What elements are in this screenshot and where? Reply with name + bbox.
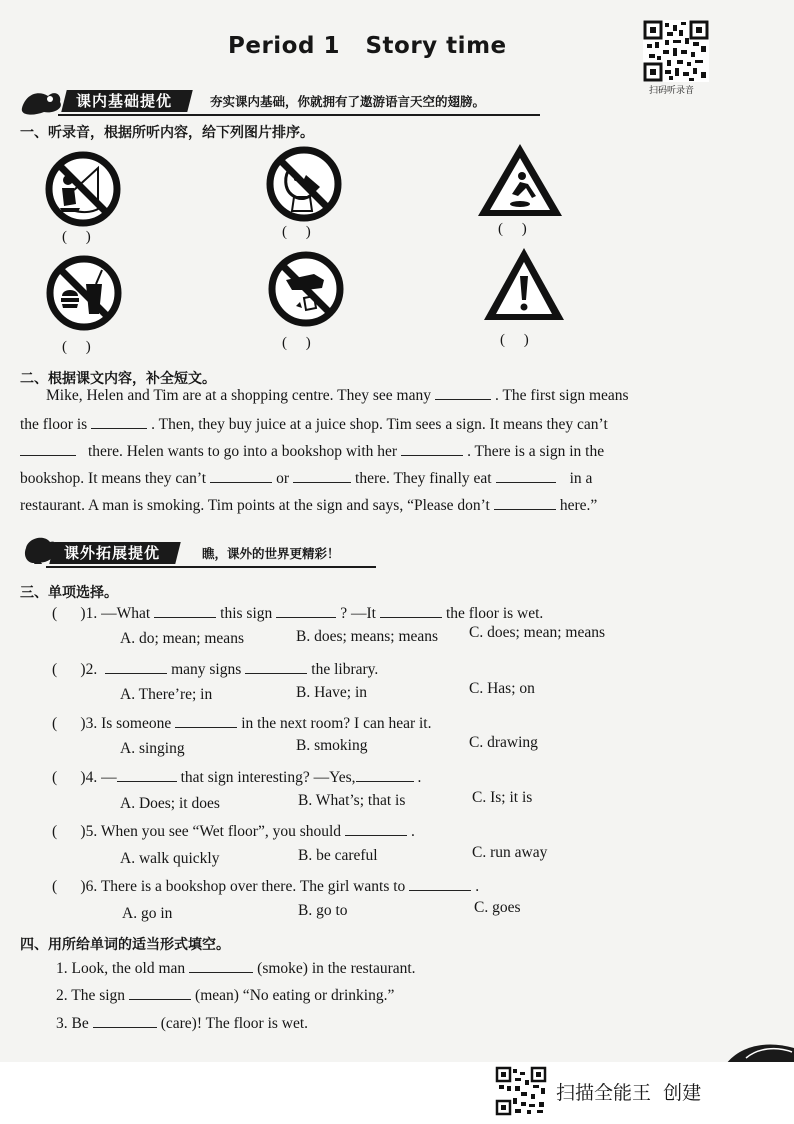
passage-text: . Then, they buy juice at a juice shop. Tim sees a sign. It means they can’t: [151, 416, 608, 433]
option-b[interactable]: B. What’s; that is: [298, 792, 406, 809]
answer-paren[interactable]: ( ): [282, 335, 311, 351]
option-c[interactable]: C. drawing: [469, 734, 538, 751]
fill-in-item: [56, 1013, 308, 1033]
question-row: [52, 767, 421, 787]
banner-note: 夯实课内基础，你就拥有了遨游语言天空的翅膀。: [210, 94, 486, 109]
answer-paren[interactable]: ( ): [52, 605, 86, 622]
banner-tag: 课内基础提优: [61, 90, 193, 112]
question-text: that sign interesting? —Yes,: [180, 769, 356, 786]
passage-text: or: [276, 470, 290, 487]
question-number: 2.: [85, 661, 98, 678]
no-fishing-sign-icon: [44, 150, 122, 228]
option-a[interactable]: A. There’re; in: [120, 686, 213, 703]
question-text: —: [101, 769, 117, 786]
section-banner-extension: [20, 540, 370, 568]
fill-in-item: [56, 958, 416, 978]
answer-paren[interactable]: ( ): [52, 878, 86, 895]
answer-paren[interactable]: ( ): [52, 715, 86, 732]
question-number: 6.: [85, 878, 98, 895]
no-eating-sign-icon: [44, 254, 124, 332]
qr-caption: 扫码听录音: [649, 86, 695, 96]
answer-paren[interactable]: ( ): [52, 769, 86, 786]
question-row: [52, 713, 431, 733]
passage-text: . There is a sign in the: [467, 443, 605, 460]
option-b[interactable]: B. Have; in: [296, 684, 368, 701]
fill-blank[interactable]: [20, 441, 76, 456]
question-text: Be: [71, 1015, 89, 1032]
question-number: 1.: [85, 605, 98, 622]
passage-text: bookshop. It means they can’t: [20, 470, 207, 487]
passage-text: restaurant. A man is smoking. Tim points at the sign and says, “Please don’t: [20, 497, 490, 514]
ink-splash-icon: [18, 86, 64, 116]
question-text: the floor is wet.: [446, 605, 544, 622]
question-row: [52, 876, 479, 896]
question-text: Is someone: [101, 715, 172, 732]
option-b[interactable]: B. smoking: [296, 737, 368, 754]
fill-blank[interactable]: [276, 603, 336, 618]
fill-blank[interactable]: [117, 767, 177, 782]
passage-text: here.”: [559, 497, 598, 514]
answer-paren[interactable]: ( ): [52, 661, 86, 678]
question-row: [52, 603, 543, 623]
scanner-qr-icon[interactable]: [495, 1066, 547, 1116]
fill-in-item: [56, 985, 394, 1005]
fill-blank[interactable]: [380, 603, 442, 618]
answer-paren[interactable]: ( ): [282, 224, 311, 240]
passage-text: the floor is: [20, 416, 88, 433]
section2-heading: 二、根据课文内容，补全短文。: [20, 371, 216, 387]
section4-heading: 四、用所给单词的适当形式填空。: [20, 937, 230, 953]
fill-blank[interactable]: [345, 821, 407, 836]
option-a[interactable]: A. do; mean; means: [120, 630, 244, 647]
passage-line: [20, 441, 604, 461]
fill-blank[interactable]: [293, 468, 351, 483]
answer-paren[interactable]: ( ): [498, 221, 527, 237]
fill-blank[interactable]: [93, 1013, 157, 1028]
fill-blank[interactable]: [409, 876, 471, 891]
banner-tag: 课外拓展提优: [49, 542, 181, 564]
question-text: ? —It: [340, 605, 376, 622]
passage-line: [46, 385, 629, 405]
fill-blank[interactable]: [129, 985, 191, 1000]
question-text: .: [417, 769, 422, 786]
question-text: many signs: [171, 661, 242, 678]
answer-paren[interactable]: ( ): [500, 332, 529, 348]
question-text: Look, the old man: [71, 960, 186, 977]
passage-line: [20, 495, 597, 515]
no-drinking-sign-icon: [264, 145, 344, 223]
question-text: .: [475, 878, 480, 895]
question-text: There is a bookshop over there. The girl wants to: [100, 878, 406, 895]
option-c[interactable]: C. Has; on: [469, 680, 535, 697]
question-text: —What: [101, 605, 151, 622]
fill-blank[interactable]: [435, 385, 491, 400]
question-number: 3.: [56, 1015, 68, 1032]
option-c[interactable]: C. goes: [474, 899, 521, 916]
banner-note: 瞧，课外的世界更精彩！: [202, 546, 340, 561]
banner-underline: [58, 114, 540, 116]
passage-line: [20, 414, 608, 434]
question-text: The sign: [71, 987, 126, 1004]
option-a[interactable]: A. Does; it does: [120, 795, 220, 812]
question-number: 5.: [85, 823, 98, 840]
option-b[interactable]: B. be careful: [298, 847, 378, 864]
fill-blank[interactable]: [105, 659, 167, 674]
passage-line: [20, 468, 592, 488]
option-c[interactable]: C. run away: [472, 844, 548, 861]
question-text: (mean) “No eating or drinking.”: [195, 987, 395, 1004]
question-text: this sign: [220, 605, 273, 622]
fill-blank[interactable]: [496, 468, 556, 483]
banner-underline: [46, 566, 376, 568]
page-title: Period 1 Story time: [228, 33, 507, 59]
option-c[interactable]: C. does; mean; means: [469, 624, 606, 641]
section-banner-core: [18, 88, 538, 116]
fill-blank[interactable]: [154, 603, 216, 618]
option-a[interactable]: A. walk quickly: [120, 850, 220, 867]
question-row: [52, 659, 378, 679]
section1-heading: 一、听录音，根据所听内容，给下列图片排序。: [20, 125, 314, 141]
question-text: (care)! The floor is wet.: [160, 1015, 309, 1032]
passage-text: Mike, Helen and Tim are at a shopping centre. They see many: [46, 387, 431, 404]
fill-blank[interactable]: [245, 659, 307, 674]
answer-paren[interactable]: ( ): [52, 823, 86, 840]
question-text: in the next room? I can hear it.: [241, 715, 432, 732]
option-a[interactable]: A. singing: [120, 740, 185, 757]
qr-code-icon[interactable]: [643, 20, 709, 82]
fill-blank[interactable]: [91, 414, 147, 429]
passage-text: . The first sign means: [494, 387, 629, 404]
answer-paren[interactable]: ( ): [62, 229, 91, 245]
caution-warning-sign-icon: [480, 244, 568, 324]
section3-heading: 三、单项选择。: [20, 585, 118, 601]
question-text: the library.: [311, 661, 379, 678]
wet-floor-warning-sign-icon: [474, 140, 566, 220]
question-number: 3.: [85, 715, 98, 732]
question-text: (smoke) in the restaurant.: [257, 960, 416, 977]
question-number: 1.: [56, 960, 68, 977]
question-row: [52, 821, 415, 841]
question-text: When you see “Wet floor”, you should: [100, 823, 342, 840]
passage-text: there. Helen wants to go into a bookshop with her: [88, 443, 398, 460]
question-text: .: [411, 823, 415, 840]
fill-blank[interactable]: [401, 441, 463, 456]
question-number: 2.: [56, 987, 68, 1004]
no-littering-sign-icon: [266, 250, 346, 328]
passage-text: in a: [569, 470, 593, 487]
option-c[interactable]: C. Is; it is: [472, 789, 533, 806]
answer-paren[interactable]: ( ): [62, 339, 91, 355]
option-b[interactable]: B. does; means; means: [296, 628, 439, 645]
question-number: 4.: [85, 769, 98, 786]
scanner-credit: 扫描全能王 创建: [556, 1082, 702, 1104]
fill-blank[interactable]: [494, 495, 556, 510]
fill-blank[interactable]: [210, 468, 272, 483]
fill-blank[interactable]: [175, 713, 237, 728]
fill-blank[interactable]: [356, 767, 414, 782]
option-b[interactable]: B. go to: [298, 902, 348, 919]
passage-text: there. They finally eat: [355, 470, 492, 487]
fill-blank[interactable]: [189, 958, 253, 973]
option-a[interactable]: A. go in: [122, 905, 173, 922]
